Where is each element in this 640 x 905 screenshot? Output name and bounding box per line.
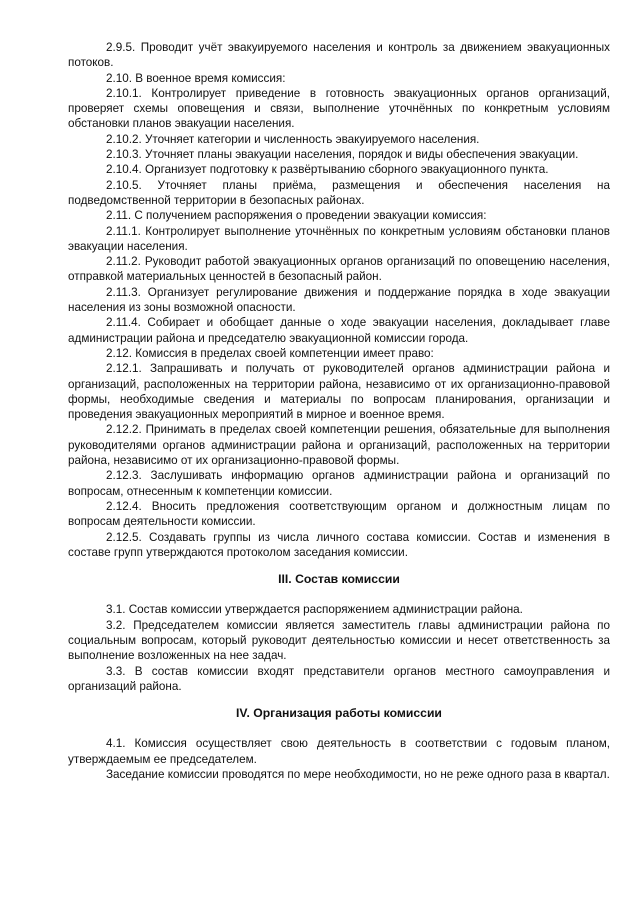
paragraph-2-11-1: 2.11.1. Контролирует выполнение уточнённых по конкретным условиям обстановки планов эвакуации населения.	[68, 224, 610, 253]
paragraph-2-10-1: 2.10.1. Контролирует приведение в готовность эвакуационных органов организаций, проверяет схемы оповещения и связи, выполнение уточнённых по конкретным условиям обстановки планов эвакуации населения.	[68, 86, 610, 131]
spacer	[68, 694, 610, 706]
spacer	[68, 587, 610, 602]
paragraph-2-12-5: 2.12.5. Создавать группы из числа личного состава комиссии. Состав и изменения в составе групп утверждаются протоколом заседания комиссии.	[68, 530, 610, 559]
spacer	[68, 560, 610, 572]
paragraph-2-10: 2.10. В военное время комиссия:	[106, 71, 286, 85]
paragraph-3-1: 3.1. Состав комиссии утверждается распоряжением администрации района.	[106, 603, 523, 617]
section-3-heading: III. Состав комиссии	[278, 572, 400, 587]
paragraph-2-10-2: 2.10.2. Уточняет категории и численность эвакуируемого населения.	[106, 132, 480, 146]
paragraph-2-11-2: 2.11.2. Руководит работой эвакуационных органов организаций по оповещению населения, отправкой материальных ценностей в безопасный район.	[68, 255, 610, 284]
paragraph-2-12-1: 2.12.1. Запрашивать и получать от руководителей органов администрации района и организаций, расположенных на территории района, независимо от их организационно-правовой формы, необходимые сведения и материалы по вопросам планирования, организации и проведения эвакуационных мероприятий в мирное и военное время.	[68, 362, 610, 422]
paragraph-2-11-4: 2.11.4. Собирает и обобщает данные о ходе эвакуации населения, докладывает главе администрации района и председателю эвакуационной комиссии города.	[68, 316, 610, 345]
spacer	[68, 721, 610, 736]
paragraph-2-9-5: 2.9.5. Проводит учёт эвакуируемого населения и контроль за движением эвакуационных потоков.	[68, 41, 610, 70]
paragraph-2-10-3: 2.10.3. Уточняет планы эвакуации населения, порядок и виды обеспечения эвакуации.	[106, 148, 579, 162]
paragraph-2-11: 2.11. С получением распоряжения о проведении эвакуации комиссия:	[106, 209, 487, 223]
paragraph-3-2: 3.2. Председателем комиссии является заместитель главы администрации района по социальным вопросам, который руководит деятельностью комиссии и несет ответственность за выполнение возложенных на нее задач.	[68, 618, 610, 663]
section-4-heading: IV. Организация работы комиссии	[236, 706, 442, 721]
paragraph-2-10-4: 2.10.4. Организует подготовку к развёртыванию сборного эвакуационного пункта.	[106, 163, 549, 177]
paragraph-2-12-2: 2.12.2. Принимать в пределах своей компетенции решения, обязательные для выполнения руководителями органов администрации района и организаций, расположенных на территории района, независимо от их организационно-правовой формы.	[68, 423, 610, 468]
paragraph-2-11-3: 2.11.3. Организует регулирование движения и поддержание порядка в ходе эвакуации населения из зоны возможной опасности.	[68, 285, 610, 315]
paragraph-4-1: 4.1. Комиссия осуществляет свою деятельность в соответствии с годовым планом, утверждаемым ее председателем.	[68, 737, 610, 766]
paragraph-meetings: Заседание комиссии проводятся по мере необходимости, но не реже одного раза в квартал.	[106, 768, 610, 782]
document-page	[68, 40, 610, 782]
paragraph-2-12: 2.12. Комиссия в пределах своей компетенции имеет право:	[106, 346, 434, 360]
paragraph-2-12-4: 2.12.4. Вносить предложения соответствующим органом и должностным лицам по вопросам деятельности комиссии.	[68, 499, 610, 529]
paragraph-2-10-5: 2.10.5. Уточняет планы приёма, размещения и обеспечения населения на подведомственной территории в безопасных районах.	[68, 178, 610, 207]
paragraph-3-3: 3.3. В состав комиссии входят представители органов местного самоуправления и организаций района.	[68, 664, 610, 693]
paragraph-2-12-3: 2.12.3. Заслушивать информацию органов администрации района и организаций по вопросам, отнесенным к компетенции комиссии.	[68, 469, 610, 498]
